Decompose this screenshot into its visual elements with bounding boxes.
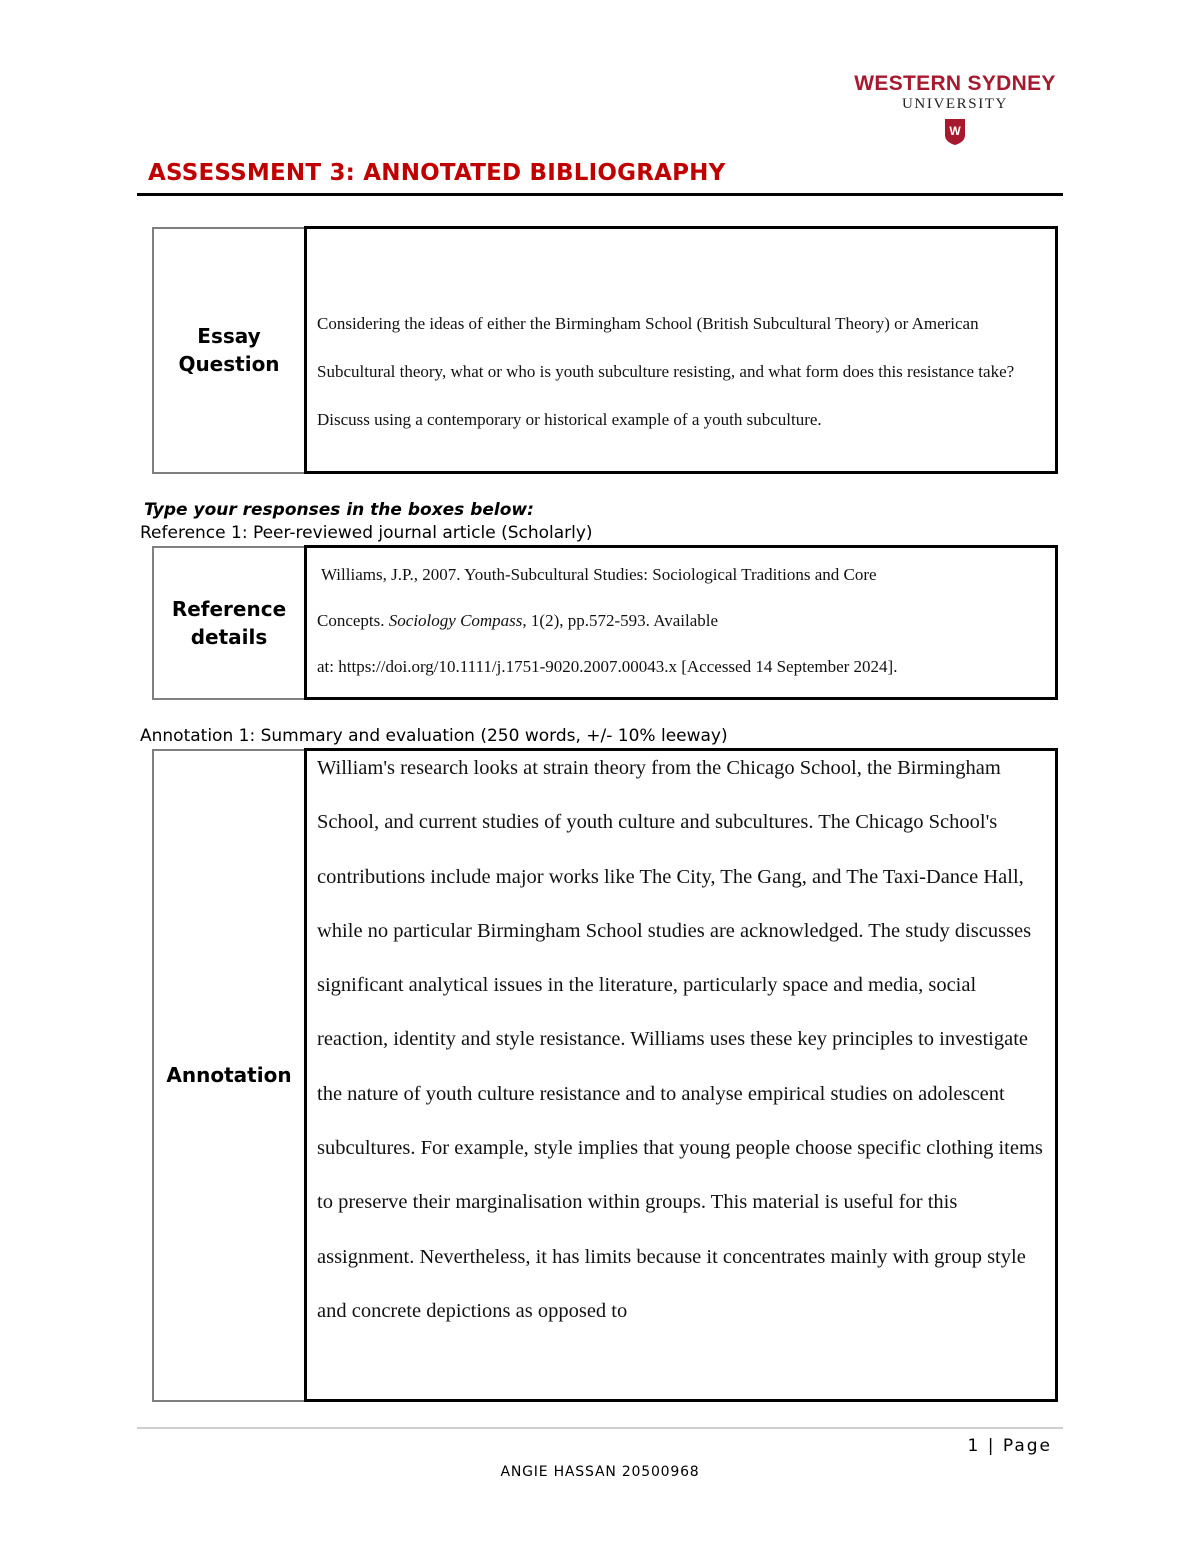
page-title: ASSESSMENT 3: ANNOTATED BIBLIOGRAPHY xyxy=(148,160,726,186)
page-number: 1 | Page xyxy=(967,1436,1052,1456)
annotation-cell[interactable] xyxy=(306,750,1057,1401)
title-underline xyxy=(137,193,1063,196)
reference-line-1: Williams, J.P., 2007. Youth-Subcultural Studies: Sociological Traditions and Core xyxy=(317,564,877,584)
journal-name: Sociology Compass xyxy=(388,610,523,630)
reference-line-3: at: https://doi.org/10.1111/j.1751-9020.2007.00043.x [Accessed 14 September 2024]. xyxy=(317,656,898,676)
annotation-label: Annotation xyxy=(166,1063,292,1087)
essay-question-table xyxy=(152,226,1058,474)
footer-divider xyxy=(137,1427,1063,1429)
reference-1-table xyxy=(152,545,1058,700)
essay-label-line1: Essay xyxy=(197,324,261,348)
reference-text xyxy=(317,552,1047,690)
logo-mark-text: W xyxy=(949,124,961,138)
reference-line-2-pre: Concepts. xyxy=(317,610,389,630)
reference-label-line2: details xyxy=(190,624,268,649)
reference-line-2 xyxy=(317,598,1047,644)
essay-question-label xyxy=(153,228,306,473)
essay-question-text: Considering the ideas of either the Birmingham School (British Subcultural Theory) or American Subcultural theory, what or who is youth subculture resisting, and what form does this resistance take? Discuss using a contemporary or historical example of a youth subculture. xyxy=(317,314,1015,429)
reference-line-2-post: , 1(2), pp.572-593. Available xyxy=(522,610,719,630)
footer-author: ANGIE HASSAN 20500968 xyxy=(500,1464,700,1480)
reference-1-heading: Reference 1: Peer-reviewed journal article (Scholarly) xyxy=(140,523,593,543)
annotation-1-table xyxy=(152,748,1058,1402)
reference-details-cell[interactable] xyxy=(306,547,1057,699)
logo-sub-text: UNIVERSITY xyxy=(902,96,1008,112)
shield-logo-icon xyxy=(944,118,966,146)
essay-label-line2: Question xyxy=(178,352,280,376)
instruction-text: Type your responses in the boxes below: xyxy=(144,500,534,520)
reference-label-line1: Reference xyxy=(171,596,287,621)
logo-main-text: WESTERN SYDNEY xyxy=(854,72,1056,95)
essay-question-cell[interactable] xyxy=(306,228,1057,473)
university-logo xyxy=(840,72,1070,146)
annotation-1-heading: Annotation 1: Summary and evaluation (250 words, +/- 10% leeway) xyxy=(140,726,728,746)
annotation-label-cell xyxy=(153,750,306,1401)
reference-details-label xyxy=(153,547,306,699)
annotation-text: William's research looks at strain theory from the Chicago School, the Birmingham School, and current studies of youth culture and subcultures. The Chicago School's contributions include major works like The City, The Gang, and The Taxi-Dance Hall, while no particular Birmingham School studies are acknowledged. The study discusses significant analytical issues in the literature, particularly space and media, social reaction, identity and style resistance. Williams uses these key principles to investigate the nature of youth culture resistance and to analyse empirical studies on adolescent subcultures. For example, style implies that young people choose specific clothing items to preserve their marginalisation within groups. This material is useful for this assignment. Nevertheless, it has limits because it concentrates mainly with group style and concrete depictions as opposed to xyxy=(317,757,1043,1322)
